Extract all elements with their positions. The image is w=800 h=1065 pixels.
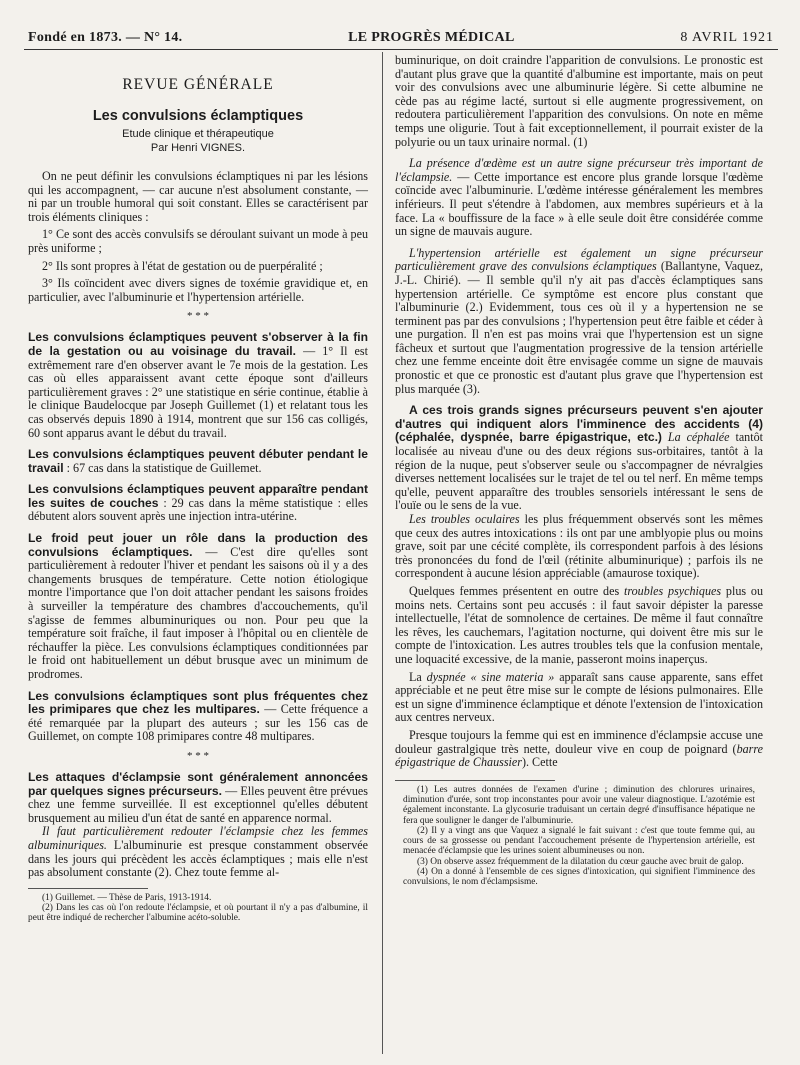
article-subtitle: Etude clinique et thérapeutique (122, 128, 274, 140)
italic-lead: Il faut particulièrement redouter l'éclampsie chez les femmes albuminuriques. (28, 824, 368, 852)
section-heading: REVUE GÉNÉRALE (122, 76, 274, 93)
paragraph: Les convulsions éclamptiques peuvent apparaître pendant les suites de couches : 29 cas dans la même statistique : elles débutent alors souvent après une injection intra-utérine. (28, 482, 368, 524)
paragraph: Les troubles oculaires les plus fréquemment observés sont les mêmes que ceux des autres intoxications : ils ont par une amblyopie plus ou moins grave, soit par une cécité complète, ils correspondent parfois à des lésions très prononcées du fond de l'œil (rétinite albuminurique) ; parfois ils ne correspondent à aucune lésion appréciable (amaurose toxique). (395, 512, 763, 581)
masthead (24, 30, 778, 50)
list-item: 1° Ce sont des accès convulsifs se déroulant suivant un mode à peu près uniforme ; (28, 227, 368, 255)
masthead-title: LE PROGRÈS MÉDICAL (348, 30, 515, 45)
paragraph: Presque toujours la femme qui est en imminence d'éclampsie accuse une douleur gastralgique très nette, douleur vive en coup de poignard (barre épigastrique de Chaussier). Cette (395, 727, 763, 770)
footnotes (28, 893, 368, 924)
paragraph-heading: Les convulsions éclamptiques peuvent débuter pendant le travail (28, 447, 368, 475)
footnote: (2) Dans les cas où l'on redoute l'éclampsie, et où pourtant il n'y a pas d'albumine, il peut être indiqué de rechercher l'albumine acéto-soluble. (28, 903, 368, 924)
columns (24, 52, 778, 1054)
paragraph: Le froid peut jouer un rôle dans la production des convulsions éclamptiques. — C'est dire qu'elles sont particulièrement à redouter l'hiver et pendant les saisons où il y a des changements brusques de température. Cette notion étiologique montre l'importance que l'on doit attacher pendant les saisons froides à surveiller la température des chambres d'accouchements, qu'il s'agisse de femmes albuminuriques ou non. Pour peu que la température soit fraîche, il faut imposer à l'hôpital ou en clientèle de réchauffer la pièce. Les convulsions éclamptiques conditionnées par le froid ont habituellement un début brusque avec un minimum de prodromes. (28, 531, 368, 681)
masthead-founded: Fondé en 1873. — N° 14. (28, 30, 183, 45)
masthead-date: 8 AVRIL 1921 (680, 30, 774, 45)
intro-paragraph: On ne peut définir les convulsions éclamptiques ni par les lésions qui les accompagnent, — car aucune n'est absolument constante, — ni par un trouble humoral qui soit constant. Elles se caractérisent par trois éléments cliniques : (28, 169, 368, 224)
article-byline: Par Henri VIGNES. (150, 142, 246, 154)
paragraph: Les convulsions éclamptiques sont plus fréquentes chez les primipares que chez les multipares. — Cette fréquence a été remarquée par la plupart des auteurs ; sur les 156 cas de Guillemet, on compte 108 primipares contre 48 multipares. (28, 688, 369, 744)
footnote: (4) On a donné à l'ensemble de ces signes d'intoxication, qui signifient l'imminence des convulsions, le nom d'éclampsisme. (403, 867, 755, 888)
section-separator: * * * (187, 749, 209, 762)
footnote-rule (395, 780, 555, 781)
footnote: (2) Il y a vingt ans que Vaquez a signalé le fait suivant : c'est que toute femme qui, au cours de sa grossesse ou pendant l'accouchement présente de l'hypertension artérielle, est menacée d'éclampsie que les urines soient albumineuses ou non. (403, 825, 755, 857)
paragraph-heading: Les convulsions éclamptiques peuvent s'observer à la fin de la gestation ou au voisinage du travail. (28, 330, 368, 358)
paragraph: A ces trois grands signes précurseurs peuvent s'en ajouter d'autres qui indiquent alors l'imminence des accidents (4) (céphalée, dyspnée, barre épigastrique, etc.) La céphalée tantôt localisée au niveau d'une ou des deux régions sus-orbitaires, tantôt à la région de la nuque, peut s'observer seule ou s'accompagner de névralgies diverses nettement localisées sur le trajet de tel ou tel nerf. En même temps qu'elle, peuvent apparaître des troubles sensoriels intéressant le sens de l'ouïe ou le sens de la vue. (395, 403, 763, 513)
paragraph: Il faut particulièrement redouter l'éclampsie chez les femmes albuminuriques. L'albuminurie est presque constamment observée dans les jours qui précèdent les accès éclamptiques ; mais elle n'est pas absolument constante (2). Chez toute femme al- (28, 824, 368, 880)
footnote: (1) Les autres données de l'examen d'urine ; diminution des chlorures urinaires, diminution d'urée, sont trop inconstantes pour avoir une valeur diagnostique. L'azotémie est également inconstante. La glycosurie traduisant un certain degré d'insuffisance hépatique ne fera que souligner le danger de l'albuminurie. (403, 784, 755, 826)
article-title: Les convulsions éclamptiques (92, 108, 304, 124)
footnotes (395, 785, 763, 888)
paragraph: Quelques femmes présentent en outre des troubles psychiques plus ou moins nets. Certains sont peu accusés : il faut savoir dépister la paresse intellectuelle, l'état de somnolence de certaines. De même il faut connaître les rêves, les cauchemars, l'agitation nocturne, qui doivent être mis sur le compte de l'intoxication. Les autres troubles tels que la confusion mentale, une loquacité excessive, de la manie, passeront moins inaperçus. (395, 583, 763, 666)
italic-lead: Les troubles oculaires (409, 512, 520, 526)
right-column (383, 52, 763, 1054)
paragraph: La dyspnée « sine materia » apparaît sans cause apparente, sans effet appréciable et ne peut être mise sur le compte de lésions pulmonaires. Elle est un signe d'imminence éclamptique et dénote l'extension de l'intoxication aux centres nerveux. (395, 669, 763, 725)
footnote: (3) On observe assez fréquemment de la dilatation du cœur gauche avec bruit de galop. (417, 856, 744, 867)
paragraph-heading: A ces trois grands signes précurseurs peuvent s'en ajouter d'autres qui indiquent alors l'imminence des accidents (395, 403, 763, 431)
list-item: 3° Ils coïncident avec divers signes de toxémie gravidique et, en particulier, avec l'albuminurie et l'hypertension artérielle. (28, 276, 368, 304)
list-item: 2° Ils sont propres à l'état de gestation ou de puerpéralité ; (42, 258, 323, 273)
paragraph: La présence d'œdème est un autre signe précurseur très important de l'éclampsie. — Cette importance est encore plus grande lorsque l'œdème coïncide avec l'albuminurie. L'œdème intéresse généralement les membres inférieurs. Il peut s'étendre à l'abdomen, aux membres supérieurs et à la face. La « bouffissure de la face » à elle seule doit être considérée comme un signe de mauvais augure. (395, 156, 763, 239)
paragraph-heading: Le froid peut jouer un rôle dans la production des convulsions éclamptiques. (28, 531, 368, 559)
italic-lead: La présence d'œdème est un autre signe précurseur très important de l'éclampsie. (395, 156, 763, 184)
paragraph: Les attaques d'éclampsie sont généralement annoncées par quelques signes précurseurs. — Elles peuvent être prévues chez une femme surveillée. Il est exceptionnel qu'elles débutent brusquement au milieu d'un état de santé en apparence normal. (28, 769, 368, 825)
paragraph: buminurique, on doit craindre l'apparition de convulsions. Le pronostic est d'autant plus grave que la quantité d'albumine est importante, mais on peut voir des convulsions avec une albuminurie légère. Si cette albumine ne cède pas au régime lacté, surtout si elle augmente progressivement, on redoutera particulièrement l'apparition des convulsions. On note en même temps une oligurie. Tout à fait exceptionnellement, il pourrait exister de la polyurie ou un taux urinaire normal. (1) (395, 53, 763, 149)
footnote: (1) Guillemet. — Thèse de Paris, 1913-1914. (42, 892, 212, 903)
paragraph-heading: Les attaques d'éclampsie sont généralement annoncées par quelques signes précurseurs. (28, 769, 368, 798)
section-separator: * * * (187, 310, 209, 323)
left-column (24, 52, 382, 1054)
footnote-rule (28, 888, 148, 889)
paragraph: Les convulsions éclamptiques peuvent débuter pendant le travail : 67 cas dans la statistique de Guillemet. (28, 447, 368, 475)
paragraph: Les convulsions éclamptiques peuvent s'observer à la fin de la gestation ou au voisinage du travail. — 1° Il est extrêmement rare d'en observer avant le 7e mois de la gestation. Les cas où elles apparaissent avant cette époque sont d'ailleurs particulièrement graves : 2° une statistique en série continue, établie à le clinique Baudelocque par Joseph Guillemet (1) et relatant tous les cas observés depuis 1890 à 1914, montrent que sur 156 cas colligés, 60 sont apparus avant le début du travail. (28, 330, 368, 440)
paragraph-heading: Les convulsions éclamptiques sont plus fréquentes chez les primipares que chez les multipares. (28, 688, 368, 717)
paragraph: L'hypertension artérielle est également un signe précurseur particulièrement grave des convulsions éclamptiques (Ballantyne, Vaquez, J.-L. Chirié). — Il semble qu'il n'y ait pas d'accès éclamptiques sans hypertension artérielle. Ce symptôme est encore plus constant que l'albuminurie (2.) Evidemment, tous ces où il y a hypertension ne se terminent pas par des convulsions ; l'hypertension peut être faible et céder à une purgation. Il n'en est pas moins vrai que l'hypertension est un signe fâcheux et surtout que l'augmentation progressive de la tension artérielle chez une femme enceinte doit être envisagée comme un signe de mauvais pronostic et que ce pronostic est d'autant plus grave que l'hypertension est plus marquée (3). (395, 245, 763, 396)
italic-lead: L'hypertension artérielle est également un signe précurseur particulièrement grave des convulsions éclamptiques (395, 245, 763, 274)
paragraph-heading: Les convulsions éclamptiques peuvent apparaître pendant les suites de couches (28, 482, 368, 510)
